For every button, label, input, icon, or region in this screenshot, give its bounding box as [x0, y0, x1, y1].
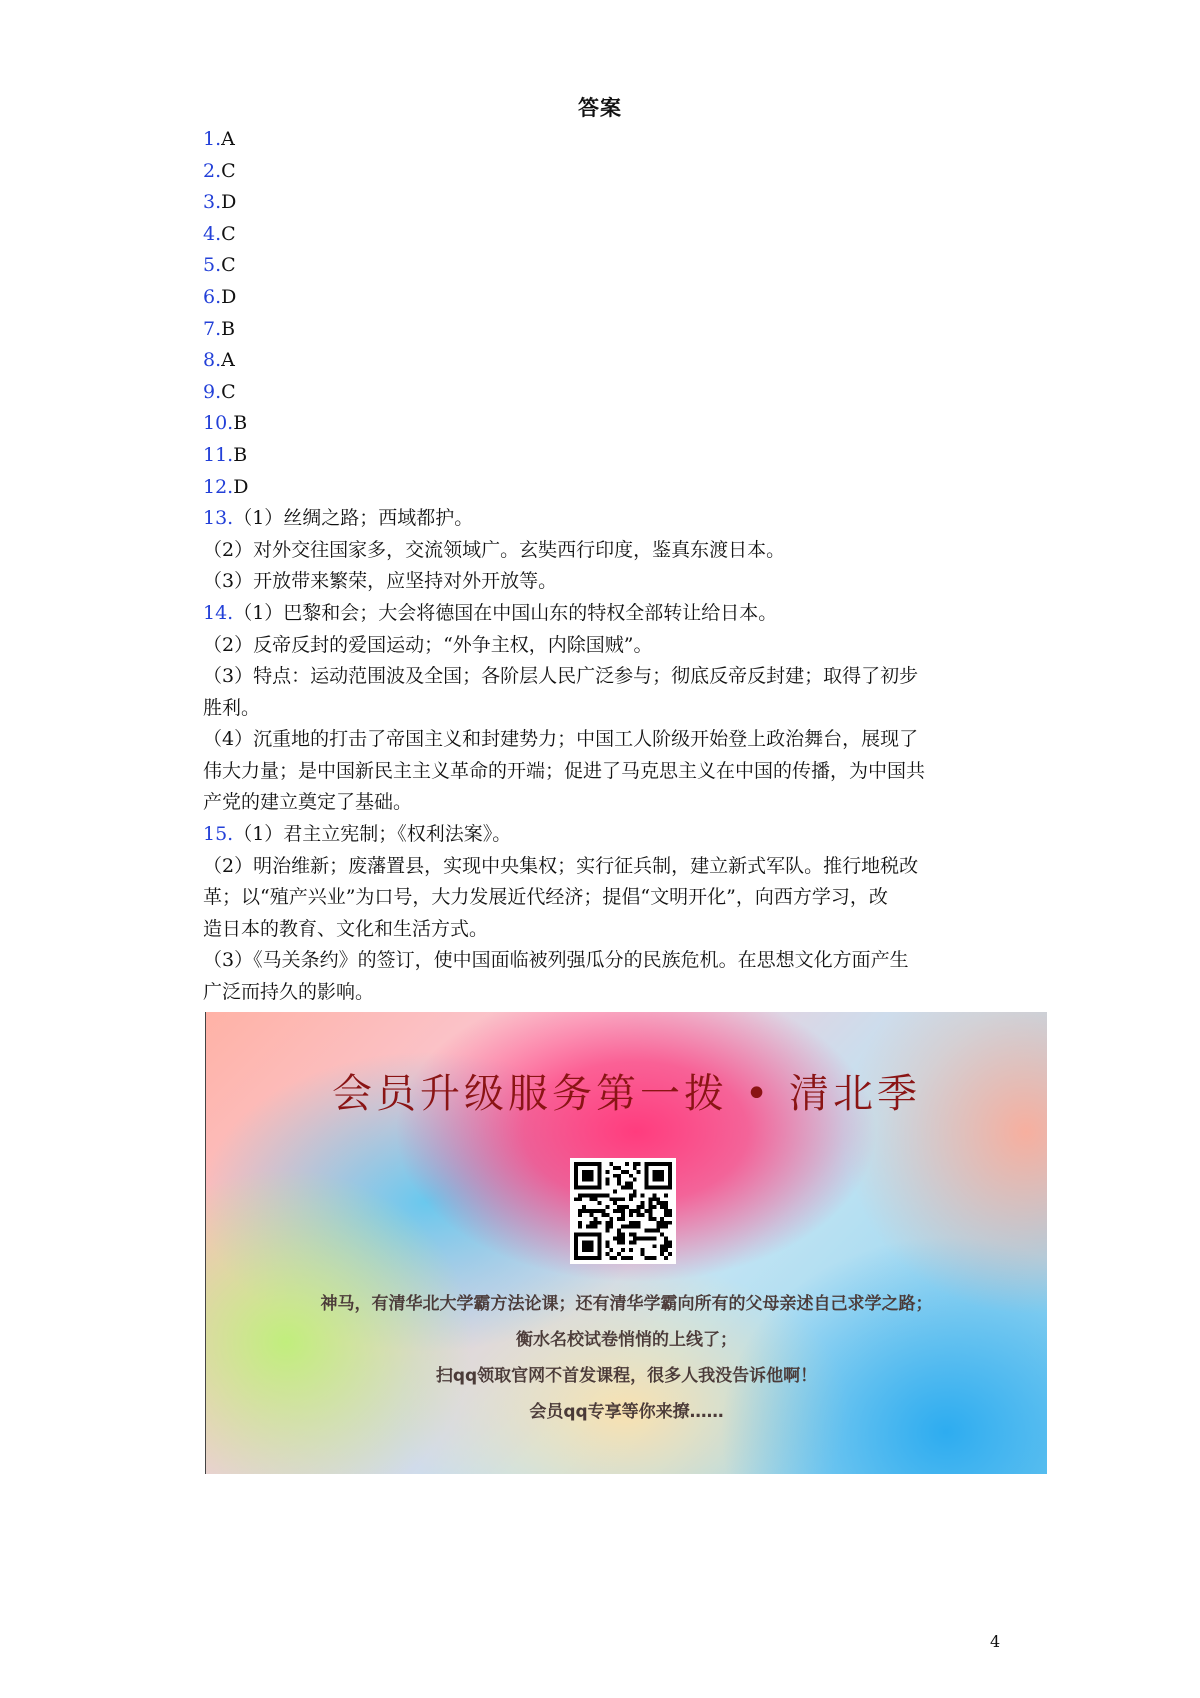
answer-line — [203, 693, 1008, 725]
answer-line — [203, 756, 1008, 788]
answer-number: 11. — [203, 443, 234, 466]
answer-text: 胜利。 — [203, 696, 261, 719]
promo-banner — [205, 1012, 1047, 1474]
answer-line — [203, 124, 1008, 156]
answer-line — [203, 503, 1008, 535]
answer-number: 12. — [203, 475, 234, 498]
answer-number: 6. — [203, 285, 222, 308]
answer-number: 3. — [203, 191, 222, 214]
answer-line — [203, 598, 1008, 630]
answer-line — [203, 787, 1008, 819]
promo-title: 会员升级服务第一拨 • 清北季 — [331, 1071, 922, 1117]
promo-text — [206, 1286, 1047, 1430]
answer-line — [203, 661, 1008, 693]
answer-line — [203, 472, 1008, 504]
answer-number: 4. — [203, 222, 222, 245]
answer-line — [203, 250, 1008, 282]
answer-text: 伟大力量；是中国新民主主义革命的开端；促进了马克思主义在中国的传播，为中国共 — [203, 759, 926, 782]
answer-text: C — [221, 159, 236, 182]
answer-text: （2）反帝反封的爱国运动；“外争主权，内除国贼”。 — [203, 633, 653, 656]
answer-number: 14. — [203, 601, 234, 624]
page-number: 4 — [990, 1632, 1001, 1651]
qr-code-image — [570, 1158, 676, 1264]
answer-text: 广泛而持久的影响。 — [203, 981, 375, 1004]
answer-text: （1）巴黎和会；大会将德国在中国山东的特权全部转让给日本。 — [233, 601, 778, 624]
answer-list — [203, 124, 1008, 1009]
answer-line — [203, 282, 1008, 314]
answer-text: 造日本的教育、文化和生活方式。 — [203, 917, 489, 940]
answer-number: 7. — [203, 317, 222, 340]
answer-text: D — [233, 475, 249, 498]
answer-line — [203, 345, 1008, 377]
answer-line — [203, 440, 1008, 472]
answer-line — [203, 566, 1008, 598]
answer-text: C — [221, 254, 236, 277]
answer-text: （3）特点：运动范围波及全国；各阶层人民广泛参与；彻底反帝反封建；取得了初步 — [203, 665, 919, 688]
answer-text: （1）丝绸之路；西域都护。 — [233, 507, 474, 530]
answer-text: A — [221, 128, 235, 150]
promo-line: 会员qq专享等你来撩…… — [529, 1402, 724, 1422]
answer-line — [203, 819, 1008, 851]
answer-line — [203, 314, 1008, 346]
answer-text: B — [233, 412, 248, 435]
answer-line — [203, 408, 1008, 440]
promo-line: 衡水名校试卷悄悄的上线了； — [516, 1330, 737, 1350]
answer-number: 1. — [203, 128, 222, 150]
answer-line — [203, 219, 1008, 251]
answer-title: 答案 — [578, 96, 622, 120]
answer-line — [203, 724, 1008, 756]
answer-line — [203, 535, 1008, 567]
answer-line — [203, 630, 1008, 662]
answer-number: 10. — [203, 412, 234, 435]
answer-text: D — [221, 191, 237, 214]
answer-line — [203, 851, 1008, 883]
promo-line: 扫qq领取官网不首发课程，很多人我没告诉他啊！ — [435, 1366, 818, 1386]
answer-text: D — [221, 285, 237, 308]
answer-number: 2. — [203, 159, 222, 182]
answer-text: B — [221, 317, 236, 340]
answer-text: （3）开放带来繁荣，应坚持对外开放等。 — [203, 570, 558, 593]
answer-text: A — [221, 349, 235, 372]
answer-line — [203, 187, 1008, 219]
answer-text: （3）《马关条约》的签订，使中国面临被列强瓜分的民族危机。在思想文化方面产生 — [203, 949, 909, 972]
answer-number: 5. — [203, 254, 222, 277]
answer-text: C — [221, 380, 236, 403]
answer-line — [203, 377, 1008, 409]
answer-number: 8. — [203, 349, 222, 372]
answer-text: （4）沉重地的打击了帝国主义和封建势力；中国工人阶级开始登上政治舞台，展现了 — [203, 728, 919, 751]
answer-number: 9. — [203, 380, 222, 403]
answer-text: B — [233, 443, 248, 466]
answer-line — [203, 914, 1008, 946]
answer-text: 产党的建立奠定了基础。 — [203, 791, 413, 814]
answer-line — [203, 945, 1008, 977]
answer-number: 15. — [203, 823, 234, 846]
answer-text: 革；以“殖产兴业”为口号，大力发展近代经济；提倡“文明开化”，向西方学习，改 — [203, 886, 888, 909]
answer-text: （2）明治维新；废藩置县，实现中央集权；实行征兵制，建立新式军队。推行地税改 — [203, 854, 919, 877]
answer-line — [203, 977, 1008, 1009]
answer-text: （2）对外交往国家多，交流领域广。玄奘西行印度，鉴真东渡日本。 — [203, 538, 786, 561]
answer-line — [203, 156, 1008, 188]
answer-text: （1）君主立宪制；《权利法案》。 — [233, 823, 512, 846]
answer-line — [203, 882, 1008, 914]
answer-number: 13. — [203, 507, 234, 530]
promo-line: 神马，有清华北大学霸方法论课；还有清华学霸向所有的父母亲述自己求学之路； — [320, 1294, 933, 1314]
answer-text: C — [221, 222, 236, 245]
